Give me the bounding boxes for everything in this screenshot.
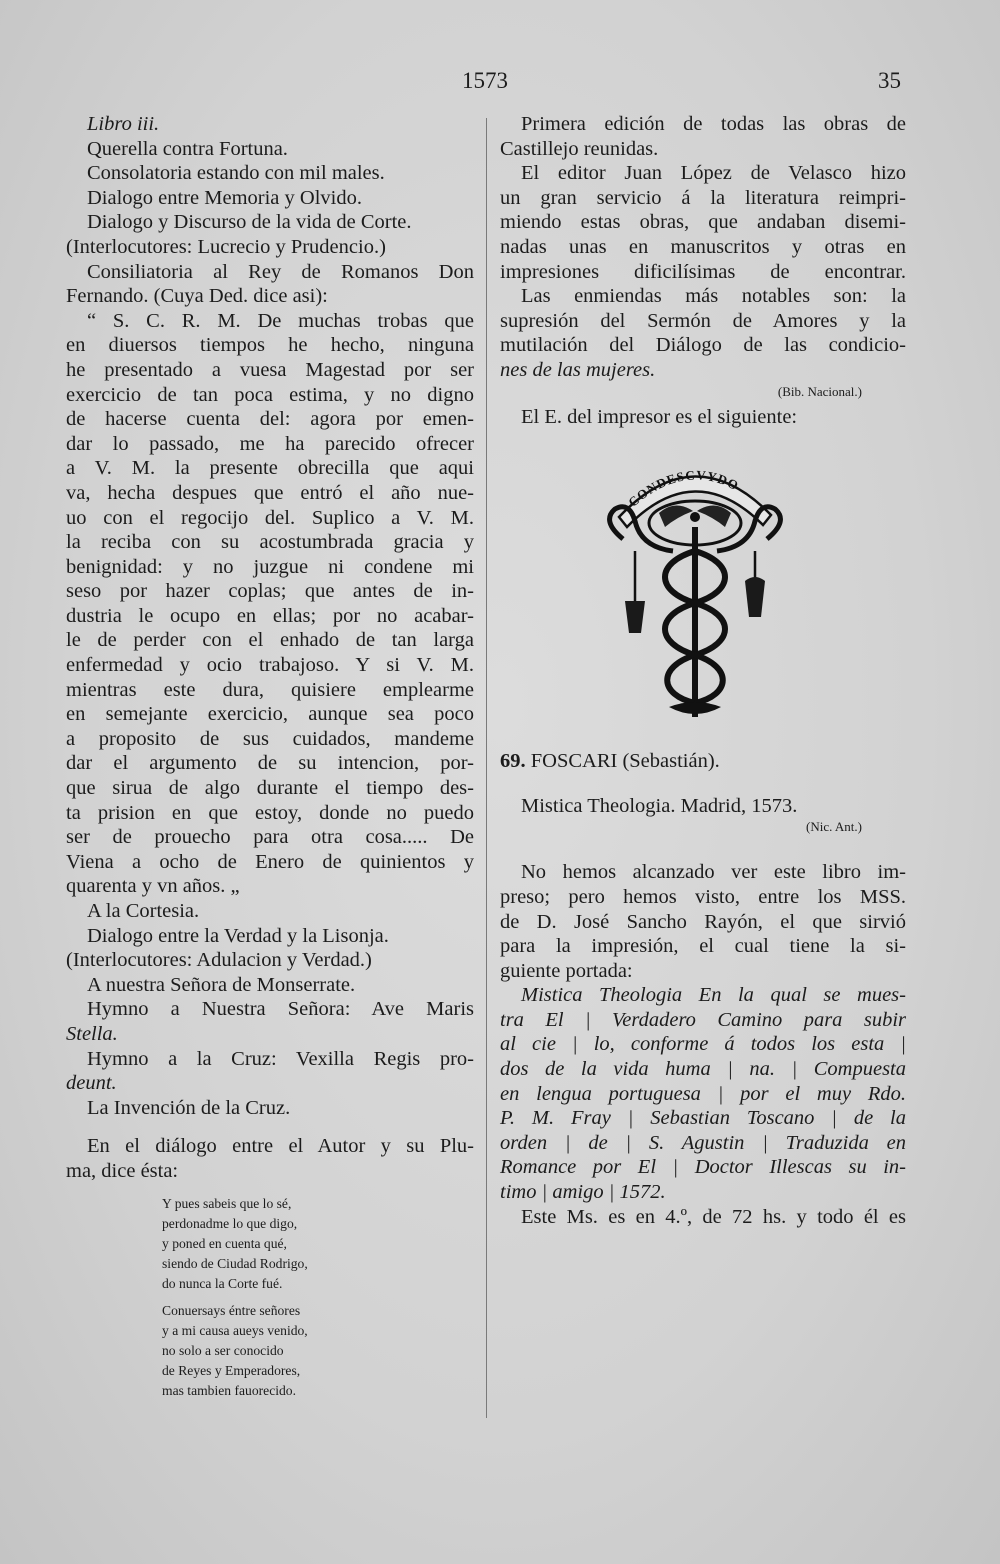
verse-line: y a mi causa aueys venido, [162, 1322, 308, 1338]
left-column [66, 112, 474, 1408]
text-line: No hemos alcanzado ver este libro im- [521, 861, 906, 884]
text-line: en diuersos tiempos he hecho, ninguna [66, 334, 474, 357]
entry-title: Mistica Theologia. Madrid, 1573. [521, 794, 798, 817]
verse-stanza-1 [162, 1194, 474, 1295]
text-line: (Interlocutores: Adulacion y Verdad.) [66, 949, 372, 972]
column-rule [486, 118, 487, 1418]
verse-line: no solo a ser conocido [162, 1342, 284, 1358]
text-line: dar el argumento de su intencion, por- [66, 752, 474, 775]
text-line: miendo estas obras, que andaban disemi- [500, 211, 906, 234]
verse-line: perdonadme lo que digo, [162, 1215, 298, 1231]
source-citation-nic-ant: (Nic. Ant.) [806, 819, 862, 835]
text-line: Castillejo reunidas. [500, 137, 659, 160]
text-line: El editor Juan López de Velasco hizo [521, 162, 906, 185]
text-line: Las enmiendas más notables son: la [521, 285, 906, 308]
text-line: a proposito de sus cuidados, mandeme [66, 727, 474, 750]
text-line: supresión del Sermón de Amores y la [500, 309, 906, 332]
emblem-motto: CONDESCVYDO [625, 467, 742, 510]
text-line: Consolatoria estando con mil males. [87, 162, 385, 185]
text-line: Stella. [66, 1022, 118, 1045]
text-line: Querella contra Fortuna. [87, 137, 288, 160]
text-line: tra El | Verdadero Camino para subir [500, 1008, 906, 1031]
text-line: Dialogo entre la Verdad y la Lisonja. [87, 924, 389, 947]
text-line: A la Cortesia. [87, 900, 200, 922]
text-line: dar lo passado, me ha parecido ofrecer [66, 432, 474, 455]
text-line: seso por hazer coplas; que antes de in- [66, 580, 474, 603]
text-line: ta prision en que estoy, donde no puedo [66, 801, 474, 824]
text-line: mientras este dura, quisiere emplearme [66, 678, 474, 701]
text-line: de D. José Sancho Rayón, el que sirvió [500, 910, 906, 933]
running-head-year: 1573 [462, 68, 508, 93]
text-line: Primera edición de todas las obras de [521, 113, 906, 135]
text-line: quarenta y vn años. „ [66, 875, 240, 898]
text-line: que sirua de algo durante el tiempo des- [66, 777, 474, 800]
page-number: 35 [878, 68, 901, 93]
verse-quotation [66, 1194, 474, 1402]
right-column [500, 112, 906, 1229]
text-line: guiente portada: [500, 959, 633, 982]
text-line: a V. M. la presente obrecilla que aqui [66, 457, 474, 480]
text-line: al cie | lo, conforme á todos los esta | [500, 1033, 906, 1056]
left-text-block [66, 112, 474, 1120]
text-line: para la impresión, el cual tiene la si- [500, 935, 906, 958]
text-line: enfermedad y ocio trabajoso. Y si V. M. [66, 654, 474, 677]
text-line: Fernando. (Cuya Ded. dice asi): [66, 285, 328, 308]
text-line: de hacerse cuenta del: agora por emen- [66, 408, 474, 431]
text-line: mutilación del Diálogo de las condicio- [500, 334, 906, 357]
text-line: (Interlocutores: Lucrecio y Prudencio.) [66, 235, 386, 258]
text-line: Hymno a Nuestra Señora: Ave Maris [87, 998, 474, 1021]
text-line: nes de las mujeres. [500, 358, 656, 381]
verse-stanza-2 [162, 1301, 474, 1402]
text-line: Libro iii. [87, 113, 160, 135]
text-line: en semejante exercicio, aunque sea poco [66, 703, 474, 726]
verse-line: Conuersays éntre señores [162, 1302, 301, 1318]
text-line: ser de prouecho para otra cosa..... De [66, 826, 474, 849]
text-line: le de perder con el enhado de tan larga [66, 629, 474, 652]
text-line: en lengua portuguesa | por el muy Rdo. [500, 1082, 906, 1105]
text-line: impresiones dificilísimas de encontrar. [500, 260, 906, 283]
text-line: nadas unas en manuscritos y otras en [500, 235, 906, 258]
verse-line: do nunca la Corte fué. [162, 1276, 283, 1292]
text-line: Dialogo entre Memoria y Olvido. [87, 186, 362, 209]
text-line: Romance por El | Doctor Illescas su in- [500, 1156, 906, 1179]
printer-device-intro: El E. del impresor es el siguiente: [521, 405, 798, 428]
text-line: Este Ms. es en 4.º, de 72 hs. y todo él es [521, 1205, 906, 1228]
text-line: exercicio de tan poca estima, y no digno [66, 383, 474, 406]
entry-heading [500, 749, 906, 774]
verse-line: y poned en cuenta qué, [162, 1235, 287, 1251]
printer-device-emblem [595, 451, 795, 729]
text-line: orden | de | S. Agustin | Traduzida en [500, 1131, 906, 1154]
text-line: benignidad: y no juzgue ni condene mi [66, 555, 474, 578]
dialogue-intro [66, 1134, 474, 1183]
text-line: Hymno a la Cruz: Vexilla Regis pro- [87, 1047, 474, 1070]
text-line: dustria le ocupo en ellas; por no acabar- [66, 604, 474, 627]
caduceus-emblem-icon [595, 451, 795, 729]
text-line: va, hecha despues que entró el año nue- [66, 481, 474, 504]
verse-line: Y pues sabeis que lo sé, [162, 1195, 292, 1211]
text-line: timo | amigo | 1572. [500, 1181, 666, 1204]
text-line: Mistica Theologia En la qual se mues- [521, 984, 906, 1007]
text-line: preso; pero hemos visto, entre los MSS. [500, 885, 906, 908]
text-line: La Invención de la Cruz. [87, 1096, 291, 1119]
text-line: En el diálogo entre el Autor y su Plu- [87, 1135, 474, 1158]
edition-note [500, 112, 906, 383]
text-line: la reciba con su acostumbrada gracia y [66, 531, 474, 554]
text-line: “ S. C. R. M. De muchas trobas que [87, 309, 474, 332]
verse-line: siendo de Ciudad Rodrigo, [162, 1256, 308, 1272]
text-line: P. M. Fray | Sebastian Toscano | de la [500, 1107, 906, 1130]
entry-number: 69. [500, 750, 526, 773]
verse-line: mas tambien fauorecido. [162, 1383, 296, 1399]
text-line: dos de la vida huma | na. | Compuesta [500, 1058, 906, 1081]
text-line: Viena a ocho de Enero de quinientos y [66, 850, 474, 873]
source-citation-bib-nacional: (Bib. Nacional.) [777, 383, 862, 399]
text-line: Consiliatoria al Rey de Romanos Don [87, 260, 474, 283]
text-line: A nuestra Señora de Monserrate. [87, 973, 356, 996]
text-line: he presentado a vuesa Magestad por ser [66, 358, 474, 381]
text-line: ma, dice ésta: [66, 1159, 179, 1182]
entry-description [500, 860, 906, 1229]
text-line: Dialogo y Discurso de la vida de Corte. [87, 211, 412, 234]
entry-author: FOSCARI (Sebastián). [530, 750, 720, 773]
text-line: deunt. [66, 1072, 117, 1095]
text-line: un gran servicio á la literatura reimpri- [500, 186, 906, 209]
verse-line: de Reyes y Emperadores, [162, 1363, 301, 1379]
text-line: uo con el regocijo del. Suplico a V. M. [66, 506, 474, 529]
